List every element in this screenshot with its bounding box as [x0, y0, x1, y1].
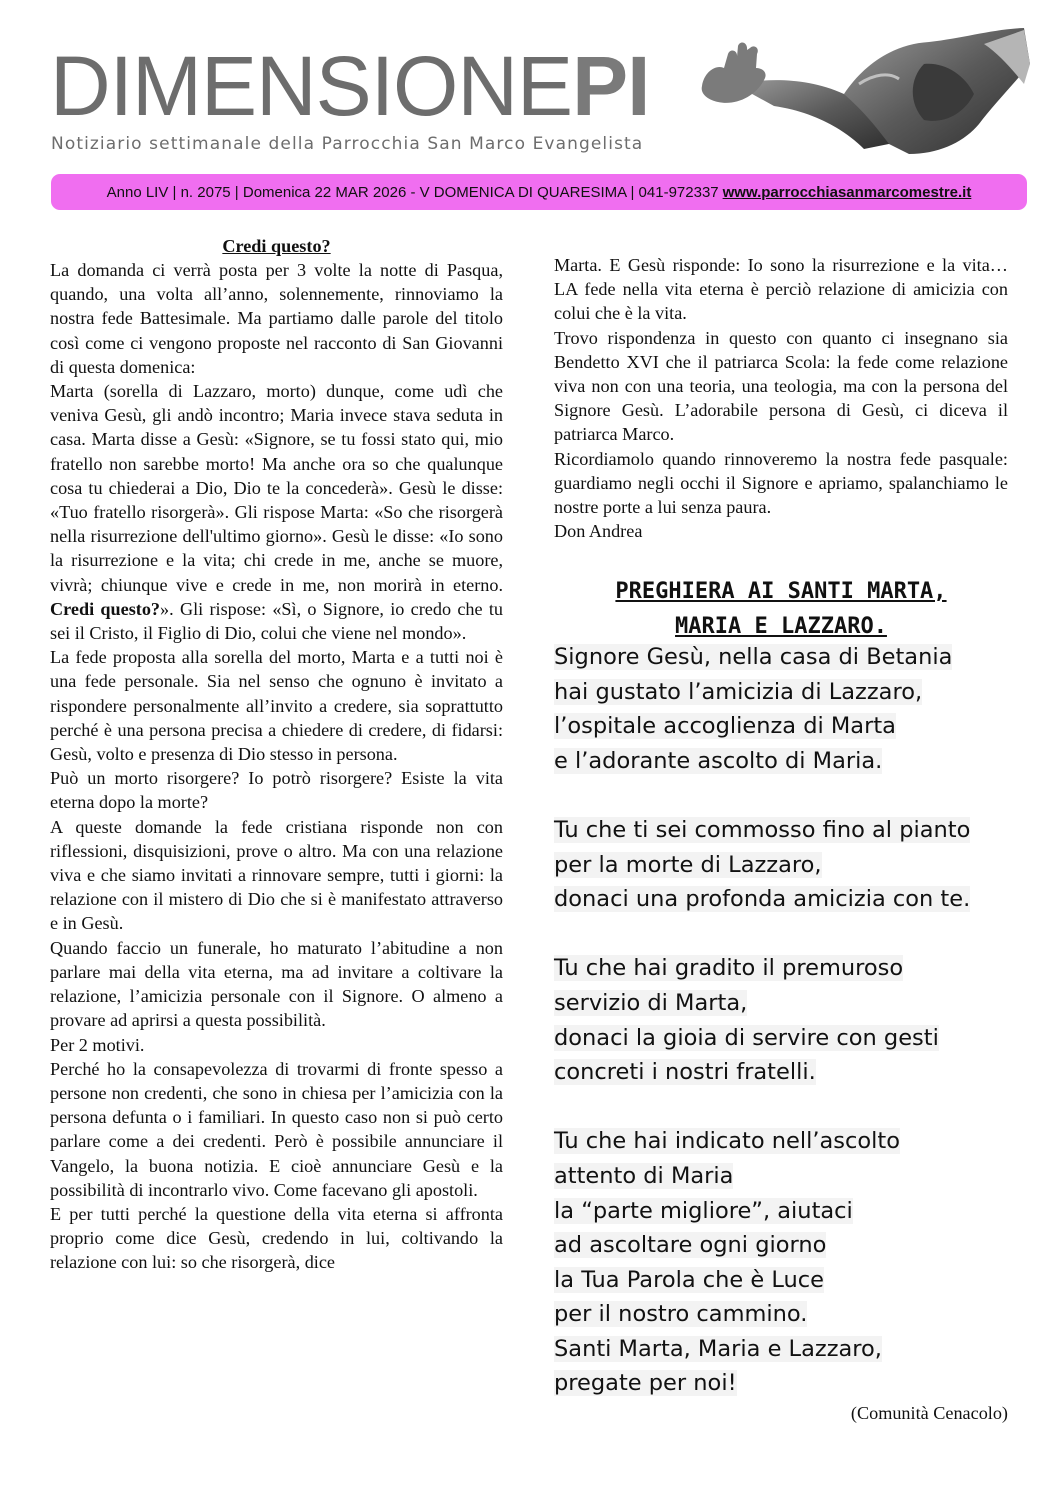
prayer-line: Tu che ti sei commosso fino al pianto — [554, 816, 971, 843]
prayer-line: l’ospitale accoglienza di Marta — [554, 713, 896, 740]
prayer-line: concreti i nostri fratelli. — [554, 1059, 816, 1086]
prayer-stanza — [554, 1124, 1014, 1401]
article-paragraph: Perché ho la consapevolezza di trovarmi di fronte spesso a persone non credenti, che sono in chiesa per l’amicizia con la persona defunta o i familiari. In questo caso non si può certo parlare come a dei credenti. Però è possibile annunciare il Vangelo, la buona notizia. E cioè annunciare Gesù e la possibilità di incontrarlo vivo. Come facevano gli apostoli. — [50, 1058, 503, 1200]
article-paragraph: Trovo rispondenza in questo con quanto ci insegnano sia Bendetto XVI che il patriarca Scola: la fede come relazione viva non con una teoria, una teologia, ma con la persona del Signore Gesù. L’adorabile persona di Gesù, ci diceva il patriarca Marco. — [554, 327, 1008, 445]
gospel-quote-text: Marta (sorella di Lazzaro, morto) dunque, come udì che veniva Gesù, gli andò incontro; Maria invece stava seduta in casa. Marta disse a Gesù: «Signore, se tu fossi stato qui, mio fratello non sarebbe morto! Ma anche ora so che qualunque cosa tu chiederai a Dio, Dio te la concederà». Gesù le disse: «Tuo fratello risorgerà». Gli rispose Marta: «So che risorgerà nella risurrezione dell'ultimo giorno». Gesù le disse: «Io sono la risurrezione e la vita; chi crede in me, anche se muore, vivrà; chiunque vive e crede in me, non morirà in eterno. — [50, 381, 503, 595]
prayer-stanza — [554, 813, 1014, 917]
prayer-text — [554, 640, 1014, 1436]
article-paragraph: A queste domande la fede cristiana risponde non con riflessioni, disquisizioni, prove o altro. Ma con una relazione viva e che siamo invitati a rinnovare sempre, tutti i giorni: la relazione con il mistero di Dio che si è manifestato attraverso e in Gesù. — [50, 816, 503, 934]
prayer-source: (Comunità Cenacolo) — [850, 1403, 1008, 1423]
parish-website-link[interactable]: www.parrocchiasanmarcomestre.it — [722, 183, 972, 201]
prayer-line: servizio di Marta, — [554, 989, 748, 1016]
article-paragraph: Marta. E Gesù risponde: Io sono la risurrezione e la vita… LA fede nella vita eterna è perciò relazione di amicizia con colui che è la vita. — [554, 255, 1008, 324]
article-paragraph: La fede proposta alla sorella del morto, Marta e a tutti noi è una fede personale. Sia nel senso che ognuno è invitato a rispondere personalmente all’invito a credere, sia soprattutto perché è una persona precisa a chiedere di credere, di fidarsi: Gesù, volto e presenza di Dio stesso in persona. — [50, 647, 503, 765]
article-signature: Don Andrea — [554, 521, 643, 542]
prayer-line: Santi Marta, Maria e Lazzaro, — [554, 1335, 882, 1362]
article-paragraph: La domanda ci verrà posta per 3 volte la notte di Pasqua, quando, una volta all’anno, solennemente, rinnoviamo la nostra fede Battesimale. Ma partiamo dalle parole del titolo così come ci vengono proposte nel racconto di San Giovanni di questa domenica: — [50, 260, 503, 377]
prayer-title-line: PREGHIERA AI SANTI MARTA, — [615, 579, 947, 604]
prayer-title-line: MARIA E LAZZARO. — [675, 614, 887, 639]
prayer-stanza — [554, 640, 1014, 778]
gospel-quote-paragraph — [50, 379, 503, 645]
prayer-line: Tu che hai indicato nell’ascolto — [554, 1128, 901, 1155]
masthead — [50, 38, 690, 158]
issue-details: Anno LIV | n. 2075 | Domenica 22 MAR 2026 - V DOMENICA DI QUARESIMA | 041-972337 — [106, 183, 719, 201]
prayer-line: la Tua Parola che è Luce — [554, 1266, 825, 1293]
prayer-line: Signore Gesù, nella casa di Betania — [554, 644, 953, 670]
gospel-quote-bold: Credi questo? — [50, 598, 161, 619]
prayer-stanza — [554, 951, 1014, 1089]
prayer-line: per la morte di Lazzaro, — [554, 851, 822, 878]
article-column-left — [50, 234, 503, 1275]
prayer-line: pregate per noi! — [554, 1370, 737, 1397]
newsletter-subtitle: Notiziario settimanale della Parrocchia San Marco Evangelista — [51, 134, 644, 154]
gospel-quote-end: ». Gli rispose: «Sì, o Signore, io credo che tu sei il Cristo, il Figlio di Dio, colui che viene nel mondo». — [50, 598, 503, 644]
article-paragraph: Può un morto risorgere? Io potrò risorgere? Esiste la vita eterna dopo la morte? — [50, 768, 503, 813]
newsletter-title — [50, 38, 649, 134]
prayer-line: donaci una profonda amicizia con te. — [554, 886, 971, 913]
title-main: DIMENSIONE — [50, 39, 573, 133]
issue-info-bar — [51, 174, 1027, 210]
prayer-line: ad ascoltare ogni giorno — [554, 1232, 827, 1259]
article-column-right — [554, 253, 1008, 543]
article-paragraph: Per 2 motivi. — [50, 1034, 145, 1055]
prayer-line: e l’adorante ascolto di Maria. — [554, 747, 883, 774]
article-paragraph: Quando faccio un funerale, ho maturato l’abitudine a non parlare mai della vita eterna, ma ad invitare a coltivare la relazione, l’amicizia personale con il Signore. O almeno a provare ad aprirsi a questa possibilità. — [50, 937, 503, 1031]
article-paragraph: Ricordiamolo quando rinnoveremo la nostra fede pasquale: guardiamo negli occhi il Signore e apriamo, spalanchiamo le nostre porte a lui senza paura. — [554, 448, 1008, 518]
prayer-line: Tu che hai gradito il premuroso — [554, 955, 904, 982]
bronze-statue-hands-image — [694, 24, 1034, 156]
prayer-title — [554, 574, 1008, 644]
prayer-line: donaci la gioia di servire con gesti — [554, 1024, 939, 1051]
title-accent: PI — [572, 39, 650, 133]
article-title: Credi questo? — [222, 236, 331, 256]
article-paragraph: E per tutti perché la questione della vita eterna si affronta proprio come dice Gesù, credendo in lui, coltivando la relazione con lui: so che risorgerà, dice — [50, 1203, 503, 1273]
prayer-line: la “parte migliore”, aiutaci — [554, 1197, 853, 1224]
prayer-line: attento di Maria — [554, 1162, 734, 1189]
prayer-line: hai gustato l’amicizia di Lazzaro, — [554, 678, 923, 705]
prayer-line: per il nostro cammino. — [554, 1301, 808, 1328]
